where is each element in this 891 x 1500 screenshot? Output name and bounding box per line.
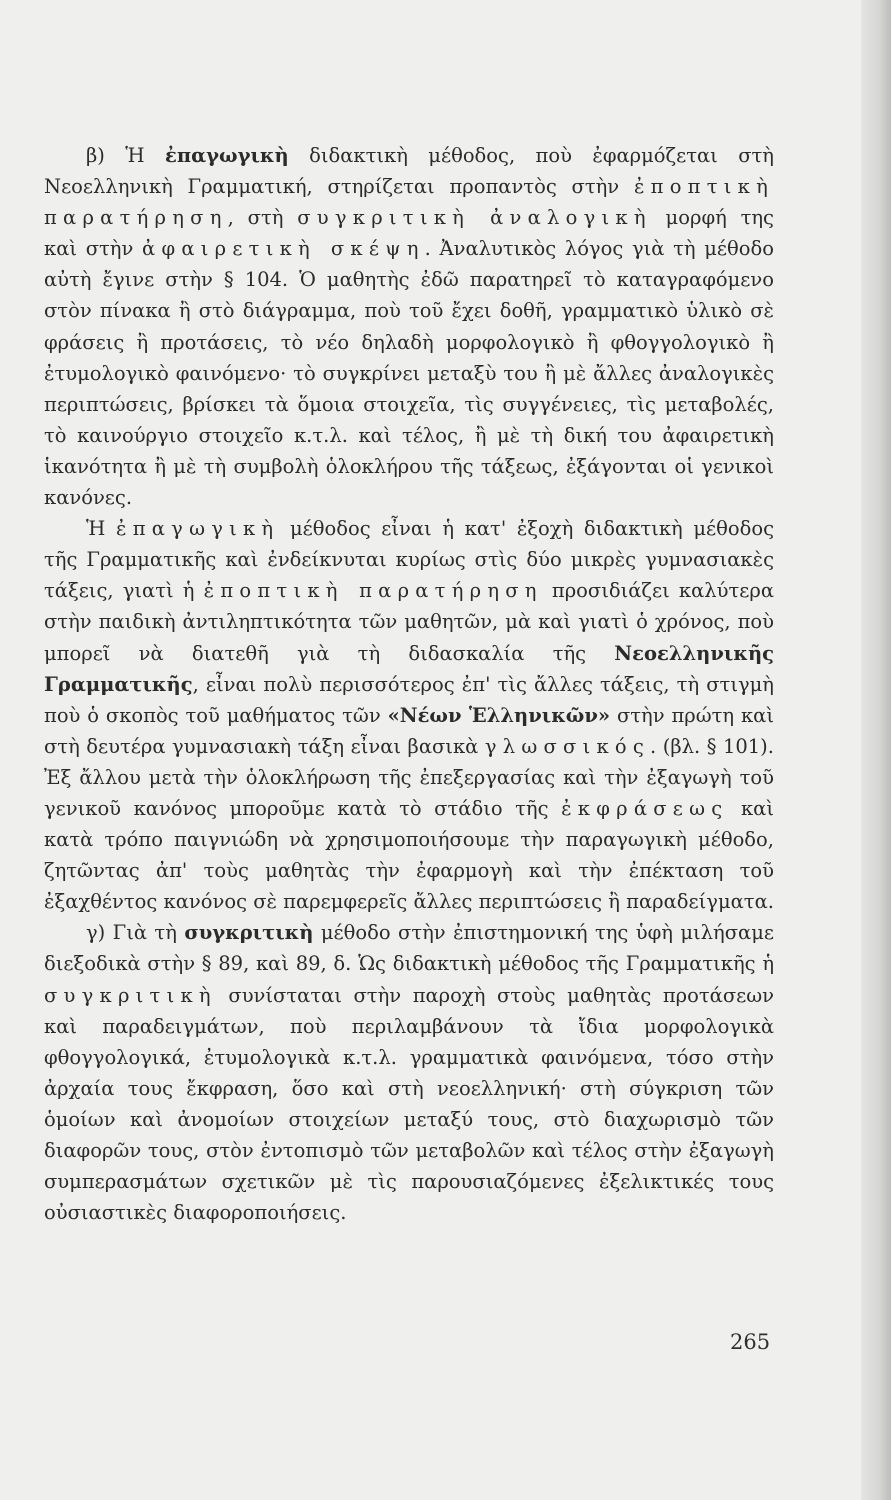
text-run: μέθοδος εἶναι ἡ κατ' ἐξοχὴ διδακτικὴ μέθοδος τῆς Γραμματικῆς καὶ ἐνδείκνυται κυρίως στὶς δύο μικρὲς γυμνασιακὲς τάξεις, γιατὶ ἡ: [44, 517, 774, 603]
page-number: 265: [730, 1330, 771, 1354]
paragraph-comparative-method: [44, 917, 774, 1228]
bold-term: ἐπαγωγικὴ: [165, 144, 289, 167]
text-run: γ) Γιὰ τὴ: [86, 921, 185, 945]
paragraph-inductive-method: [44, 140, 774, 513]
spaced-term: ἐπαγωγικὴ: [116, 517, 280, 541]
text-run: καὶ κατὰ τρόπο παιγνιώδη νὰ χρησιμοποιήσουμε τὴν παραγωγικὴ μέθοδο, ζητῶντας ἀπ' τοὺς μαθητὰς τὴν ἐφαρμογὴ καὶ τὴν ἐπέκταση τοῦ ἐξαχθέντος κανόνος σὲ παρεμφερεῖς ἄλλες περιπτώσεις ἢ παραδείγματα.: [44, 796, 774, 914]
bold-term: «Νέων Ἑλληνικῶν»: [387, 703, 611, 727]
spaced-term: ἐποπτικὴ παρατήρηση: [203, 579, 543, 603]
text-run: β) Ἡ: [86, 144, 166, 167]
text-run: στὴν πρώτη καὶ στὴ δευτέρα γυμνασιακὴ τάξη εἶναι βασικὰ: [44, 703, 774, 758]
text-run: συνίσταται στὴν παροχὴ στοὺς μαθητὰς προτάσεων καὶ παραδειγμάτων, ποὺ περιλαμβάνουν τὰ ἴδια μορφολογικὰ φθογγολογικά, ἐτυμολογικὰ κ.τ.λ. γραμματικὰ φαινόμενα, τόσο στὴν ἀρχαία τους ἔκφραση, ὅσο καὶ στὴ νεοελληνική· στὴ σύγκριση τῶν ὁμοίων καὶ ἀνομοίων στοιχείων μεταξύ τους, στὸ διαχωρισμὸ τῶν διαφορῶν τους, στὸν ἐντοπισμὸ τῶν μεταβολῶν καὶ τέλος στὴν ἐξαγωγὴ συμπερασμάτων σχετικῶν μὲ τὶς παρουσιαζόμενες ἐξελικτικές τους οὐσιαστικὲς διαφοροποιήσεις.: [44, 983, 774, 1225]
text-run: , εἶναι πολὺ περισσότερος ἐπ' τὶς ἄλλες τάξεις, τὴ στιγμὴ ποὺ ὁ σκοπὸς τοῦ μαθήματος τῶν: [44, 672, 774, 727]
text-run: . Ἀναλυτικὸς λόγος γιὰ τὴ μέθοδο αὐτὴ ἔγινε στὴν § 104. Ὁ μαθητὴς ἐδῶ παρατηρεῖ τὸ καταγραφόμενο στὸν πίνακα ἢ στὸ διάγραμμα, ποὺ τοῦ ἔχει δοθῆ, γραμματικὸ ὑλικὸ σὲ φράσεις ἢ προτάσεις, τὸ νέο δηλαδὴ μορφολογικὸ ἢ φθογγολογικὸ ἢ ἐτυμολογικὸ φαινόμενο· τὸ συγκρίνει μεταξὺ του ἢ μὲ ἄλλες ἀναλογικὲς περιπτώσεις, βρίσκει τὰ ὅμοια στοιχεῖα, τὶς συγγένειες, τὶς μεταβολές, τὸ καινούργιο στοιχεῖο κ.τ.λ. καὶ τέλος, ἢ μὲ τὴ δική του ἀφαιρετικὴ ἱκανότητα ἢ μὲ τὴ συμβολὴ ὁλοκλήρου τῆς τάξεως, ἐξάγονται οἱ γενικοὶ κανόνες.: [44, 237, 774, 510]
spaced-term: ἀφαιρετικὴ σκέψη: [142, 237, 425, 261]
paragraph-inductive-usage: [44, 513, 774, 917]
text-run: , στὴ: [227, 206, 298, 230]
spaced-term: συγκριτικὴ: [44, 983, 217, 1007]
spaced-term: συγκριτικὴ ἀναλογικὴ: [297, 206, 652, 230]
spaced-term: ἐκφράσεως: [561, 796, 729, 820]
spaced-term: γλωσσικός: [484, 734, 651, 758]
text-run: προσιδιάζει καλύτερα στὴν παιδικὴ ἀντιληπτικότητα τῶν μαθητῶν, μὰ καὶ γιατὶ ὁ χρόνος, ποὺ μπορεῖ νὰ διατεθῆ γιὰ τὴ διδασκαλία τῆς: [44, 579, 774, 665]
text-run: Ἡ: [86, 517, 116, 541]
bold-term: συγκριτικὴ: [184, 921, 314, 945]
body-text: [44, 140, 774, 1228]
text-run: διδακτικὴ μέθοδος, ποὺ ἐφαρμόζεται στὴ Νεοελληνικὴ Γραμματική, στηρίζεται προπαντὸς στὴν: [44, 144, 774, 199]
text-run: μέθοδο στὴν ἐπιστημονική της ὑφὴ μιλήσαμε διεξοδικὰ στὴν § 89, καὶ 89, δ. Ὡς διδακτικὴ μέθοδος τῆς Γραμματικῆς ἡ: [44, 921, 774, 976]
text-run: μορφή της καὶ στὴν: [44, 206, 774, 261]
page-edge-shadow: [861, 0, 891, 1500]
bold-term: Νεοελληνικῆς Γραμματικῆς: [44, 641, 774, 696]
text-run: . (βλ. § 101). Ἐξ ἄλλου μετὰ τὴν ὁλοκλήρωση τῆς ἐπεξεργασίας καὶ τὴν ἐξαγωγὴ τοῦ γενικοῦ κανόνος μποροῦμε κατὰ τὸ στάδιο τῆς: [44, 734, 774, 820]
spaced-term: ἐποπτικὴ παρατήρηση: [44, 175, 774, 230]
